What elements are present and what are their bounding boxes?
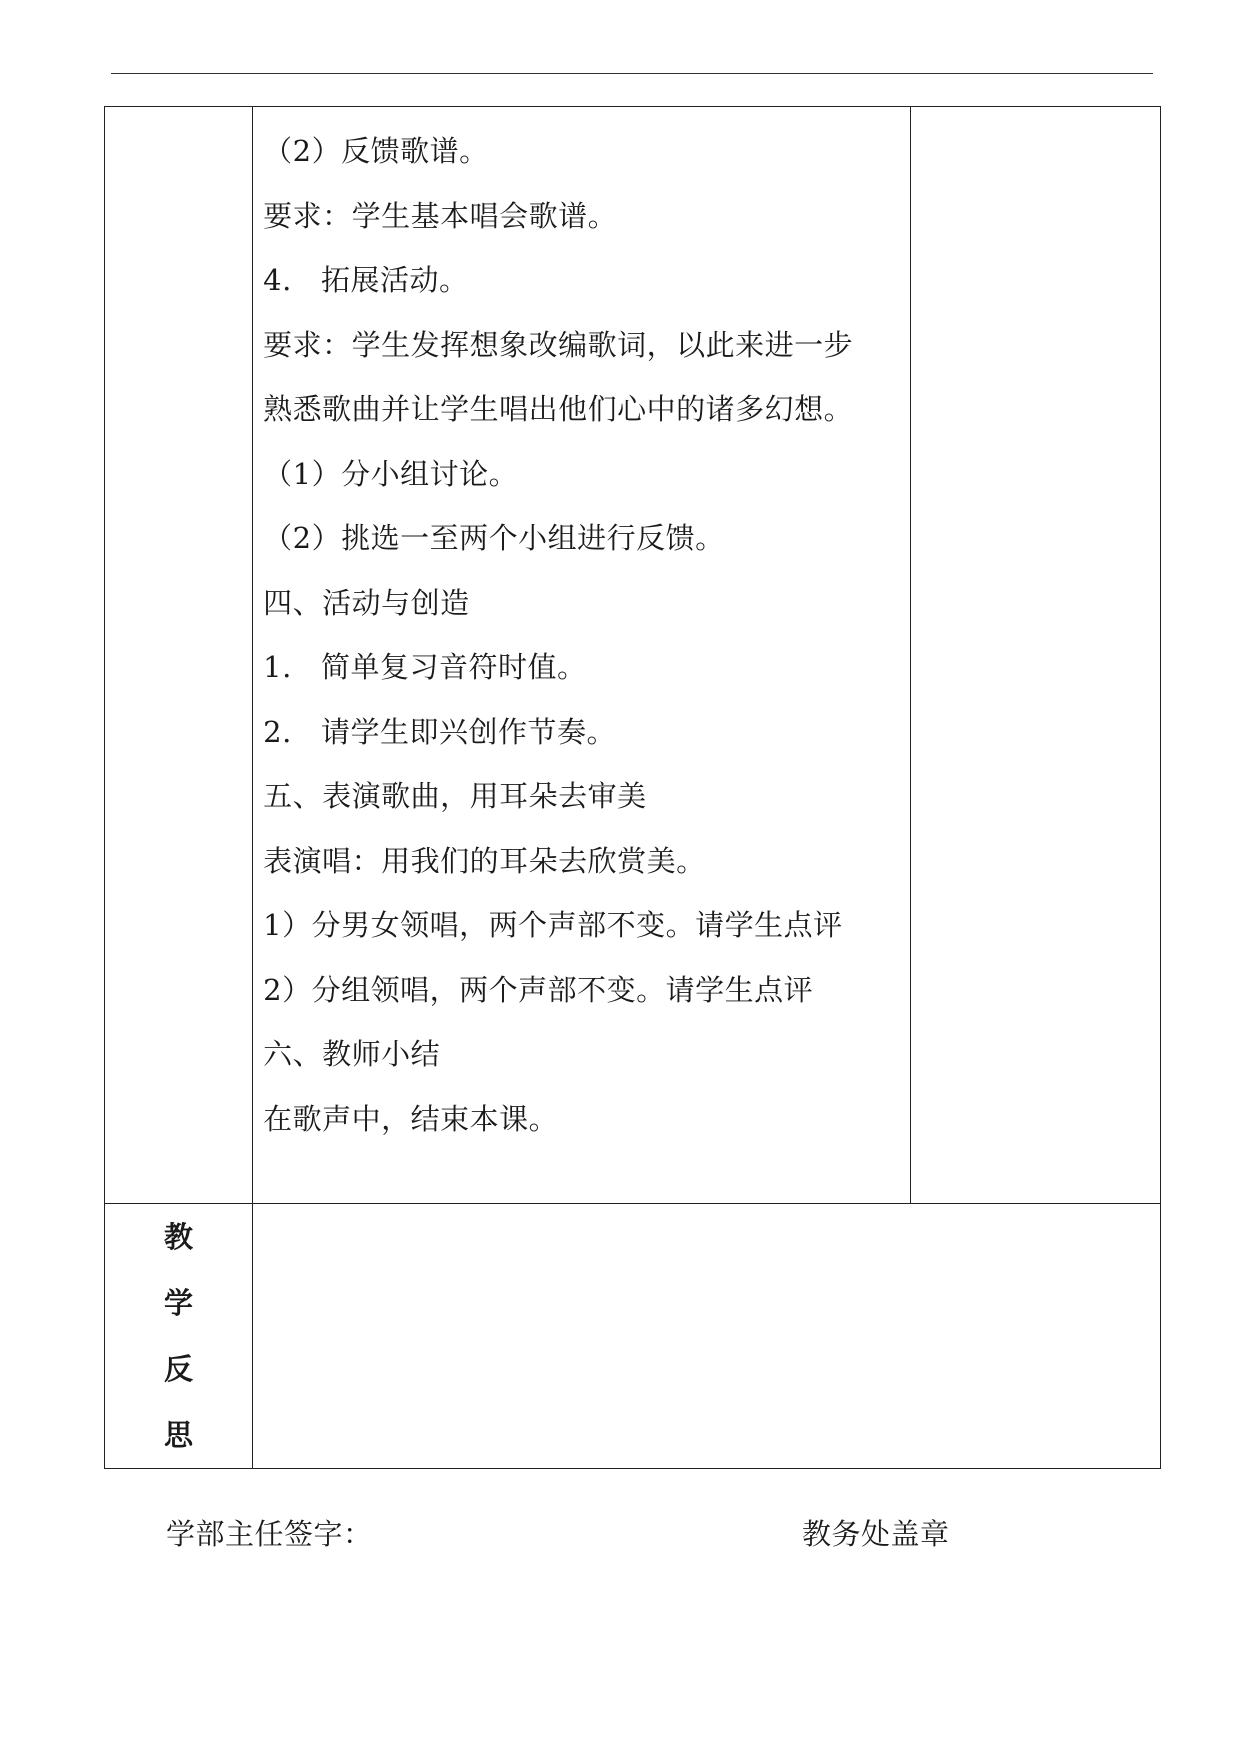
reflection-content-cell: [253, 1204, 1161, 1469]
content-line: 2）分组领唱，两个声部不变。请学生点评: [263, 972, 814, 1007]
reflection-label-cell: [105, 1204, 253, 1469]
header-rule: [111, 73, 1153, 74]
lesson-process-row: [105, 107, 1161, 1204]
content-line: 4. 拓展活动。: [263, 263, 469, 297]
content-line: 要求：学生基本唱会歌谱。: [263, 198, 618, 233]
content-line: 2. 请学生即兴创作节奏。: [263, 714, 616, 749]
reflection-row: [105, 1204, 1161, 1469]
content-line: 五、表演歌曲，用耳朵去审美: [263, 779, 647, 813]
reflection-label: [105, 1204, 252, 1468]
reflection-label-line: 教学: [164, 1220, 234, 1320]
label-cell: [105, 107, 253, 1204]
lesson-content-cell: [253, 107, 911, 1204]
reflection-label-line: 反思: [164, 1352, 234, 1452]
content-line: 四、活动与创造: [263, 585, 470, 620]
content-line: （1）分小组讨论。: [263, 456, 519, 491]
content-line: （2）挑选一至两个小组进行反馈。: [263, 521, 725, 555]
content-line: 在歌声中，结束本课。: [263, 1101, 559, 1136]
content-line: 熟悉歌曲并让学生唱出他们心中的诸多幻想。: [263, 392, 854, 426]
lesson-content: [253, 107, 910, 1151]
content-line: 表演唱：用我们的耳朵去欣赏美。: [263, 843, 706, 878]
content-line: 要求：学生发挥想象改编歌词，以此来进一步: [263, 327, 854, 362]
content-line: （2）反馈歌谱。: [263, 134, 489, 168]
lesson-plan-table: [104, 106, 1161, 1469]
office-stamp-label: 教务处盖章: [802, 1517, 950, 1551]
content-line: 1. 简单复习音符时值。: [263, 650, 587, 684]
notes-cell: [910, 107, 1160, 1204]
director-signature-label: 学部主任签字：: [166, 1517, 373, 1551]
content-line: 六、教师小结: [263, 1037, 441, 1071]
content-line: 1）分男女领唱，两个声部不变。请学生点评: [263, 908, 843, 942]
